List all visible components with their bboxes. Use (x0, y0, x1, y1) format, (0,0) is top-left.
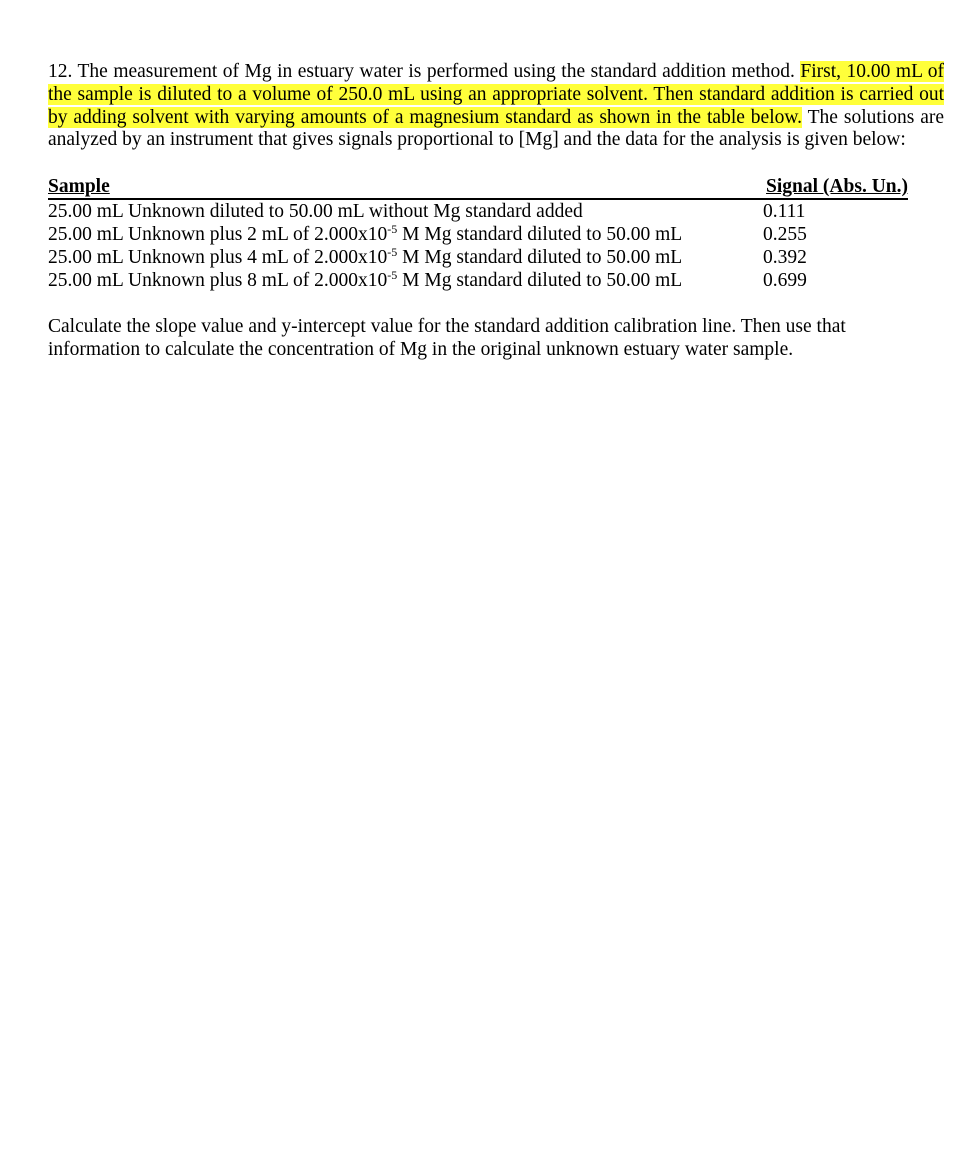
signal-cell: 0.255 (763, 224, 807, 246)
question-tail: The solutions are analyzed by an instrument that gives signals proportional to [Mg] and the data for the analysis is given below: (48, 106, 944, 151)
question-number: 12. (48, 61, 73, 82)
question-intro: The measurement of Mg in estuary water is performed using the standard addition method. (72, 61, 801, 82)
signal-cell: 0.111 (763, 201, 806, 223)
header-sample: Sample (48, 176, 110, 198)
highlighted-text: First, 10.00 mL of the sample is diluted to a volume of 250.0 mL using an appropriate solvent. Then standard addition is carried out by adding solvent with varying amounts of a magnesium standard as shown in the table below. (48, 61, 944, 128)
sample-cell: 25.00 mL Unknown plus 2 mL of $2.000x10^{-5}$ M Mg standard diluted to 50.00 mL (48, 222, 683, 246)
exponent: -5 (387, 222, 398, 237)
header-signal: Signal (Abs. Un.) (766, 176, 908, 198)
sample-cell: 25.00 mL Unknown plus 4 mL of $2.000x10^{-5}$ M Mg standard diluted to 50.00 mL (48, 245, 683, 269)
table-row (48, 246, 908, 269)
signal-cell: 0.392 (763, 247, 807, 269)
question-text (48, 61, 944, 152)
data-table (48, 177, 908, 292)
sample-cell: 25.00 mL Unknown diluted to 50.00 mL without Mg standard added (48, 201, 583, 223)
table-header (48, 177, 908, 200)
sample-cell: 25.00 mL Unknown plus 8 mL of $2.000x10^{-5}$ M Mg standard diluted to 50.00 mL (48, 268, 683, 292)
table-row (48, 269, 908, 292)
exponent: -5 (387, 245, 398, 260)
signal-cell: 0.699 (763, 270, 807, 292)
exponent: -5 (387, 268, 398, 283)
instructions-text: Calculate the slope value and y-intercept value for the standard addition calibration line. Then use that information to calculate the concentration of Mg in the original unknown estuary water sample. (48, 316, 846, 361)
document-page (48, 61, 944, 361)
table-row (48, 200, 908, 223)
table-row (48, 223, 908, 246)
